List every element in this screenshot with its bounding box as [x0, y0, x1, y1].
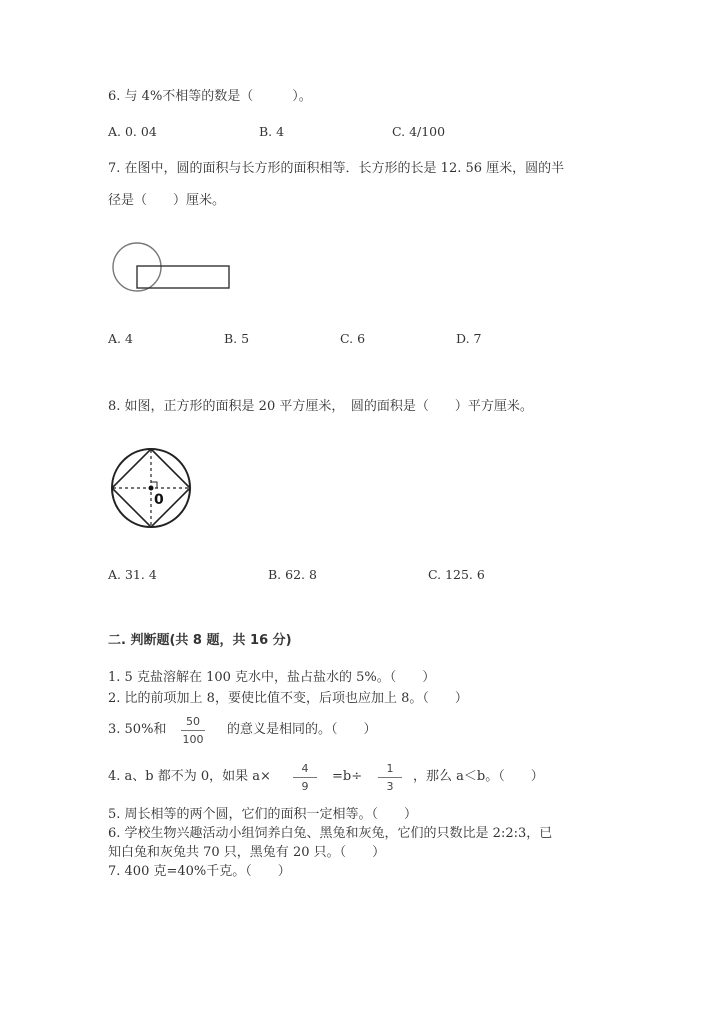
q8-stem: 8. 如图，正方形的面积是 20 平方厘米， 圆的面积是（ ）平方厘米。: [108, 399, 533, 414]
fraction-denominator: 100: [182, 733, 204, 746]
q8-circle-square-figure: [106, 444, 198, 534]
fraction-denominator: 9: [301, 780, 309, 793]
judge-item-3-suffix: 的意义是相同的。（ ）: [227, 722, 377, 737]
judge-item-4-prefix: 4. a、b 都不为 0，如果 a×: [108, 769, 271, 784]
q8-option-a: A. 31. 4: [108, 567, 157, 582]
q6-stem: 6. 与 4%不相等的数是（ ）。: [108, 89, 312, 104]
judge-item-3-prefix: 3. 50%和: [108, 722, 167, 737]
judge-item-4-suffix: ，那么 a＜b。（ ）: [413, 769, 544, 784]
judge-item-1: 1. 5 克盐溶解在 100 克水中，盐占盐水的 5%。（ ）: [108, 670, 436, 685]
judge-item-4-middle: =b÷: [332, 769, 363, 784]
q7-option-b: B. 5: [224, 331, 250, 346]
fraction-numerator: 4: [301, 762, 309, 775]
judge-item-4-fraction-1: [293, 763, 317, 792]
fraction-numerator: 1: [386, 762, 394, 775]
judge-item-2: 2. 比的前项加上 8，要使比值不变，后项也应加上 8。（ ）: [108, 691, 468, 706]
judge-item-6-line1: 6. 学校生物兴趣活动小组饲养白兔、黑兔和灰兔，它们的只数比是 2:2:3，已: [108, 826, 553, 841]
q7-option-a: A. 4: [108, 331, 133, 346]
fraction-numerator: 50: [186, 715, 200, 728]
judge-item-3-fraction: [181, 716, 205, 745]
judge-item-7: 7. 400 克=40%千克。（ ）: [108, 864, 291, 879]
fraction-bar: [293, 777, 317, 778]
judge-item-6-line2: 知白兔和灰兔共 70 只，黑兔有 20 只。（ ）: [108, 845, 386, 860]
judge-item-5: 5. 周长相等的两个圆，它们的面积一定相等。（ ）: [108, 807, 418, 822]
section2-heading: 二. 判断题(共 8 题，共 16 分): [108, 633, 292, 648]
q8-option-b: B. 62. 8: [268, 567, 317, 582]
q7-option-d: D. 7: [456, 331, 482, 346]
fraction-bar: [378, 777, 402, 778]
judge-item-4-fraction-2: [378, 763, 402, 792]
q8-center-label: 0: [154, 492, 164, 508]
fraction-bar: [181, 730, 205, 731]
q7-stem-line1: 7. 在图中，圆的面积与长方形的面积相等．长方形的长是 12. 56 厘米，圆的半: [108, 161, 565, 176]
q8-option-c: C. 125. 6: [428, 567, 485, 582]
fraction-denominator: 3: [386, 780, 394, 793]
q7-option-c: C. 6: [340, 331, 366, 346]
q6-option-a: A. 0. 04: [108, 124, 157, 139]
q6-option-c: C. 4/100: [392, 124, 446, 139]
q7-rectangle-shape: [137, 266, 229, 288]
q7-stem-line2: 径是（ ）厘米。: [108, 193, 226, 208]
q7-circle-rectangle-figure: [108, 240, 238, 296]
q6-option-b: B. 4: [259, 124, 285, 139]
q8-center-point: [149, 486, 154, 491]
